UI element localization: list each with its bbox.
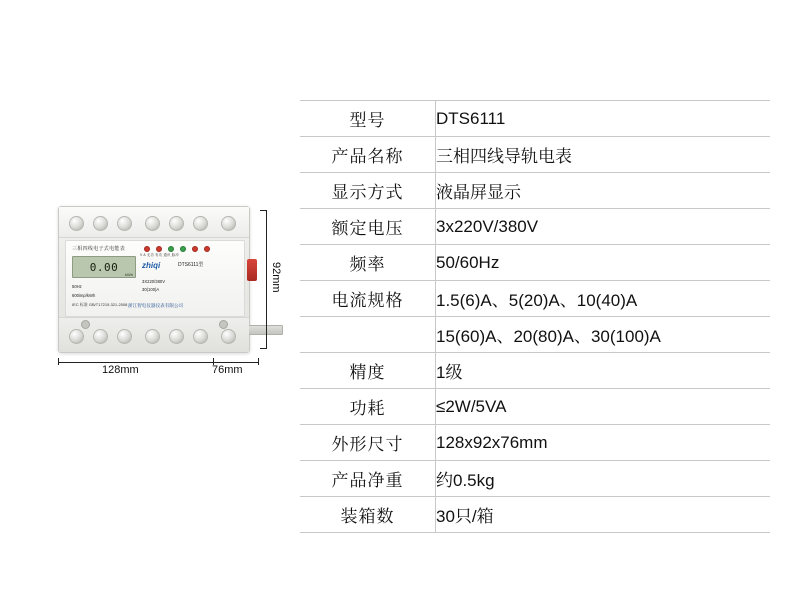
height-dimension-label: 92mm [270, 262, 282, 293]
table-row [300, 461, 770, 497]
spec-label: 装箱数 [300, 497, 436, 533]
height-dimension-line [266, 210, 267, 348]
spec-label: 精度 [300, 353, 436, 389]
spec-value: DTS6111 [436, 101, 771, 137]
dimension-tick [260, 348, 267, 349]
terminal-hole [221, 216, 236, 231]
width-dimension-label: 128mm [102, 364, 139, 376]
terminal-hole [193, 329, 208, 344]
terminal-hole [93, 216, 108, 231]
meter-device-image [58, 206, 250, 353]
table-row [300, 389, 770, 425]
spec-label: 额定电压 [300, 209, 436, 245]
lcd-reading: 0.00 [89, 260, 119, 274]
device-spec-voltage: 3X220/380V [142, 279, 166, 284]
panel-screw [81, 320, 90, 329]
lcd-display [72, 256, 136, 278]
specification-table [300, 100, 770, 533]
red-seal-clip [247, 259, 257, 281]
spec-value: ≤2W/5VA [436, 389, 771, 425]
spec-label: 显示方式 [300, 173, 436, 209]
terminal-hole [117, 329, 132, 344]
device-spec-current: 30(100)A [142, 287, 160, 292]
spec-value: 128x92x76mm [436, 425, 771, 461]
spec-value: 30只/箱 [436, 497, 771, 533]
product-figure [30, 190, 292, 390]
terminal-hole [221, 329, 236, 344]
meter-face-title: 三相四线电子式电能表 [72, 246, 126, 252]
certification-mark: IEC 标准 GB/T17215.321-2008 [72, 302, 128, 307]
depth-dimension-label: 76mm [212, 364, 243, 376]
device-spec-frequency: 50Hz [72, 284, 82, 289]
terminal-hole [169, 329, 184, 344]
terminal-hole [169, 216, 184, 231]
terminal-hole [117, 216, 132, 231]
spec-label: 型号 [300, 101, 436, 137]
meter-front-panel [65, 240, 245, 317]
table-row [300, 245, 770, 281]
spec-value: 1.5(6)A、5(20)A、10(40)A [436, 281, 771, 317]
meter-top-terminal-strip [59, 207, 249, 238]
led-caption: V A 无功 有功 通讯 脉冲 [140, 253, 179, 257]
device-model-label: DTS6111型 [178, 262, 204, 268]
table-row [300, 425, 770, 461]
spec-label: 功耗 [300, 389, 436, 425]
spec-label: 频率 [300, 245, 436, 281]
dimension-tick [258, 358, 259, 365]
spec-label: 电流规格 [300, 281, 436, 317]
table-row [300, 317, 770, 353]
brand-logo: zhiqi [142, 261, 161, 270]
dimension-tick [260, 210, 267, 211]
terminal-hole [69, 216, 84, 231]
depth-dimension-line [213, 362, 258, 363]
lcd-unit: kWh [125, 272, 133, 277]
spec-value: 液晶屏显示 [436, 173, 771, 209]
spec-label: 产品净重 [300, 461, 436, 497]
table-row [300, 101, 770, 137]
status-led-icon [180, 246, 186, 252]
terminal-hole [145, 216, 160, 231]
spec-value: 约0.5kg [436, 461, 771, 497]
spec-value: 3x220V/380V [436, 209, 771, 245]
panel-screw [219, 320, 228, 329]
terminal-hole [93, 329, 108, 344]
table-row [300, 497, 770, 533]
spec-label: 产品名称 [300, 137, 436, 173]
table-row [300, 353, 770, 389]
spec-value: 1级 [436, 353, 771, 389]
spec-value: 50/60Hz [436, 245, 771, 281]
table-row [300, 281, 770, 317]
terminal-hole [193, 216, 208, 231]
width-dimension-line [58, 362, 213, 363]
table-row [300, 209, 770, 245]
manufacturer-name: 浙江智电仪器仪表有限公司 [128, 303, 184, 308]
terminal-hole [69, 329, 84, 344]
spec-value: 三相四线导轨电表 [436, 137, 771, 173]
terminal-hole [145, 329, 160, 344]
device-spec-pulse: 600imp/kWh [72, 293, 96, 298]
dimension-tick [58, 358, 59, 365]
table-row [300, 137, 770, 173]
spec-label-continuation [300, 317, 436, 353]
status-led-icon [204, 246, 210, 252]
spec-label: 外形尺寸 [300, 425, 436, 461]
table-row [300, 173, 770, 209]
meter-bottom-terminal-strip [59, 317, 249, 352]
spec-value: 15(60)A、20(80)A、30(100)A [436, 317, 771, 353]
status-led-icon [192, 246, 198, 252]
